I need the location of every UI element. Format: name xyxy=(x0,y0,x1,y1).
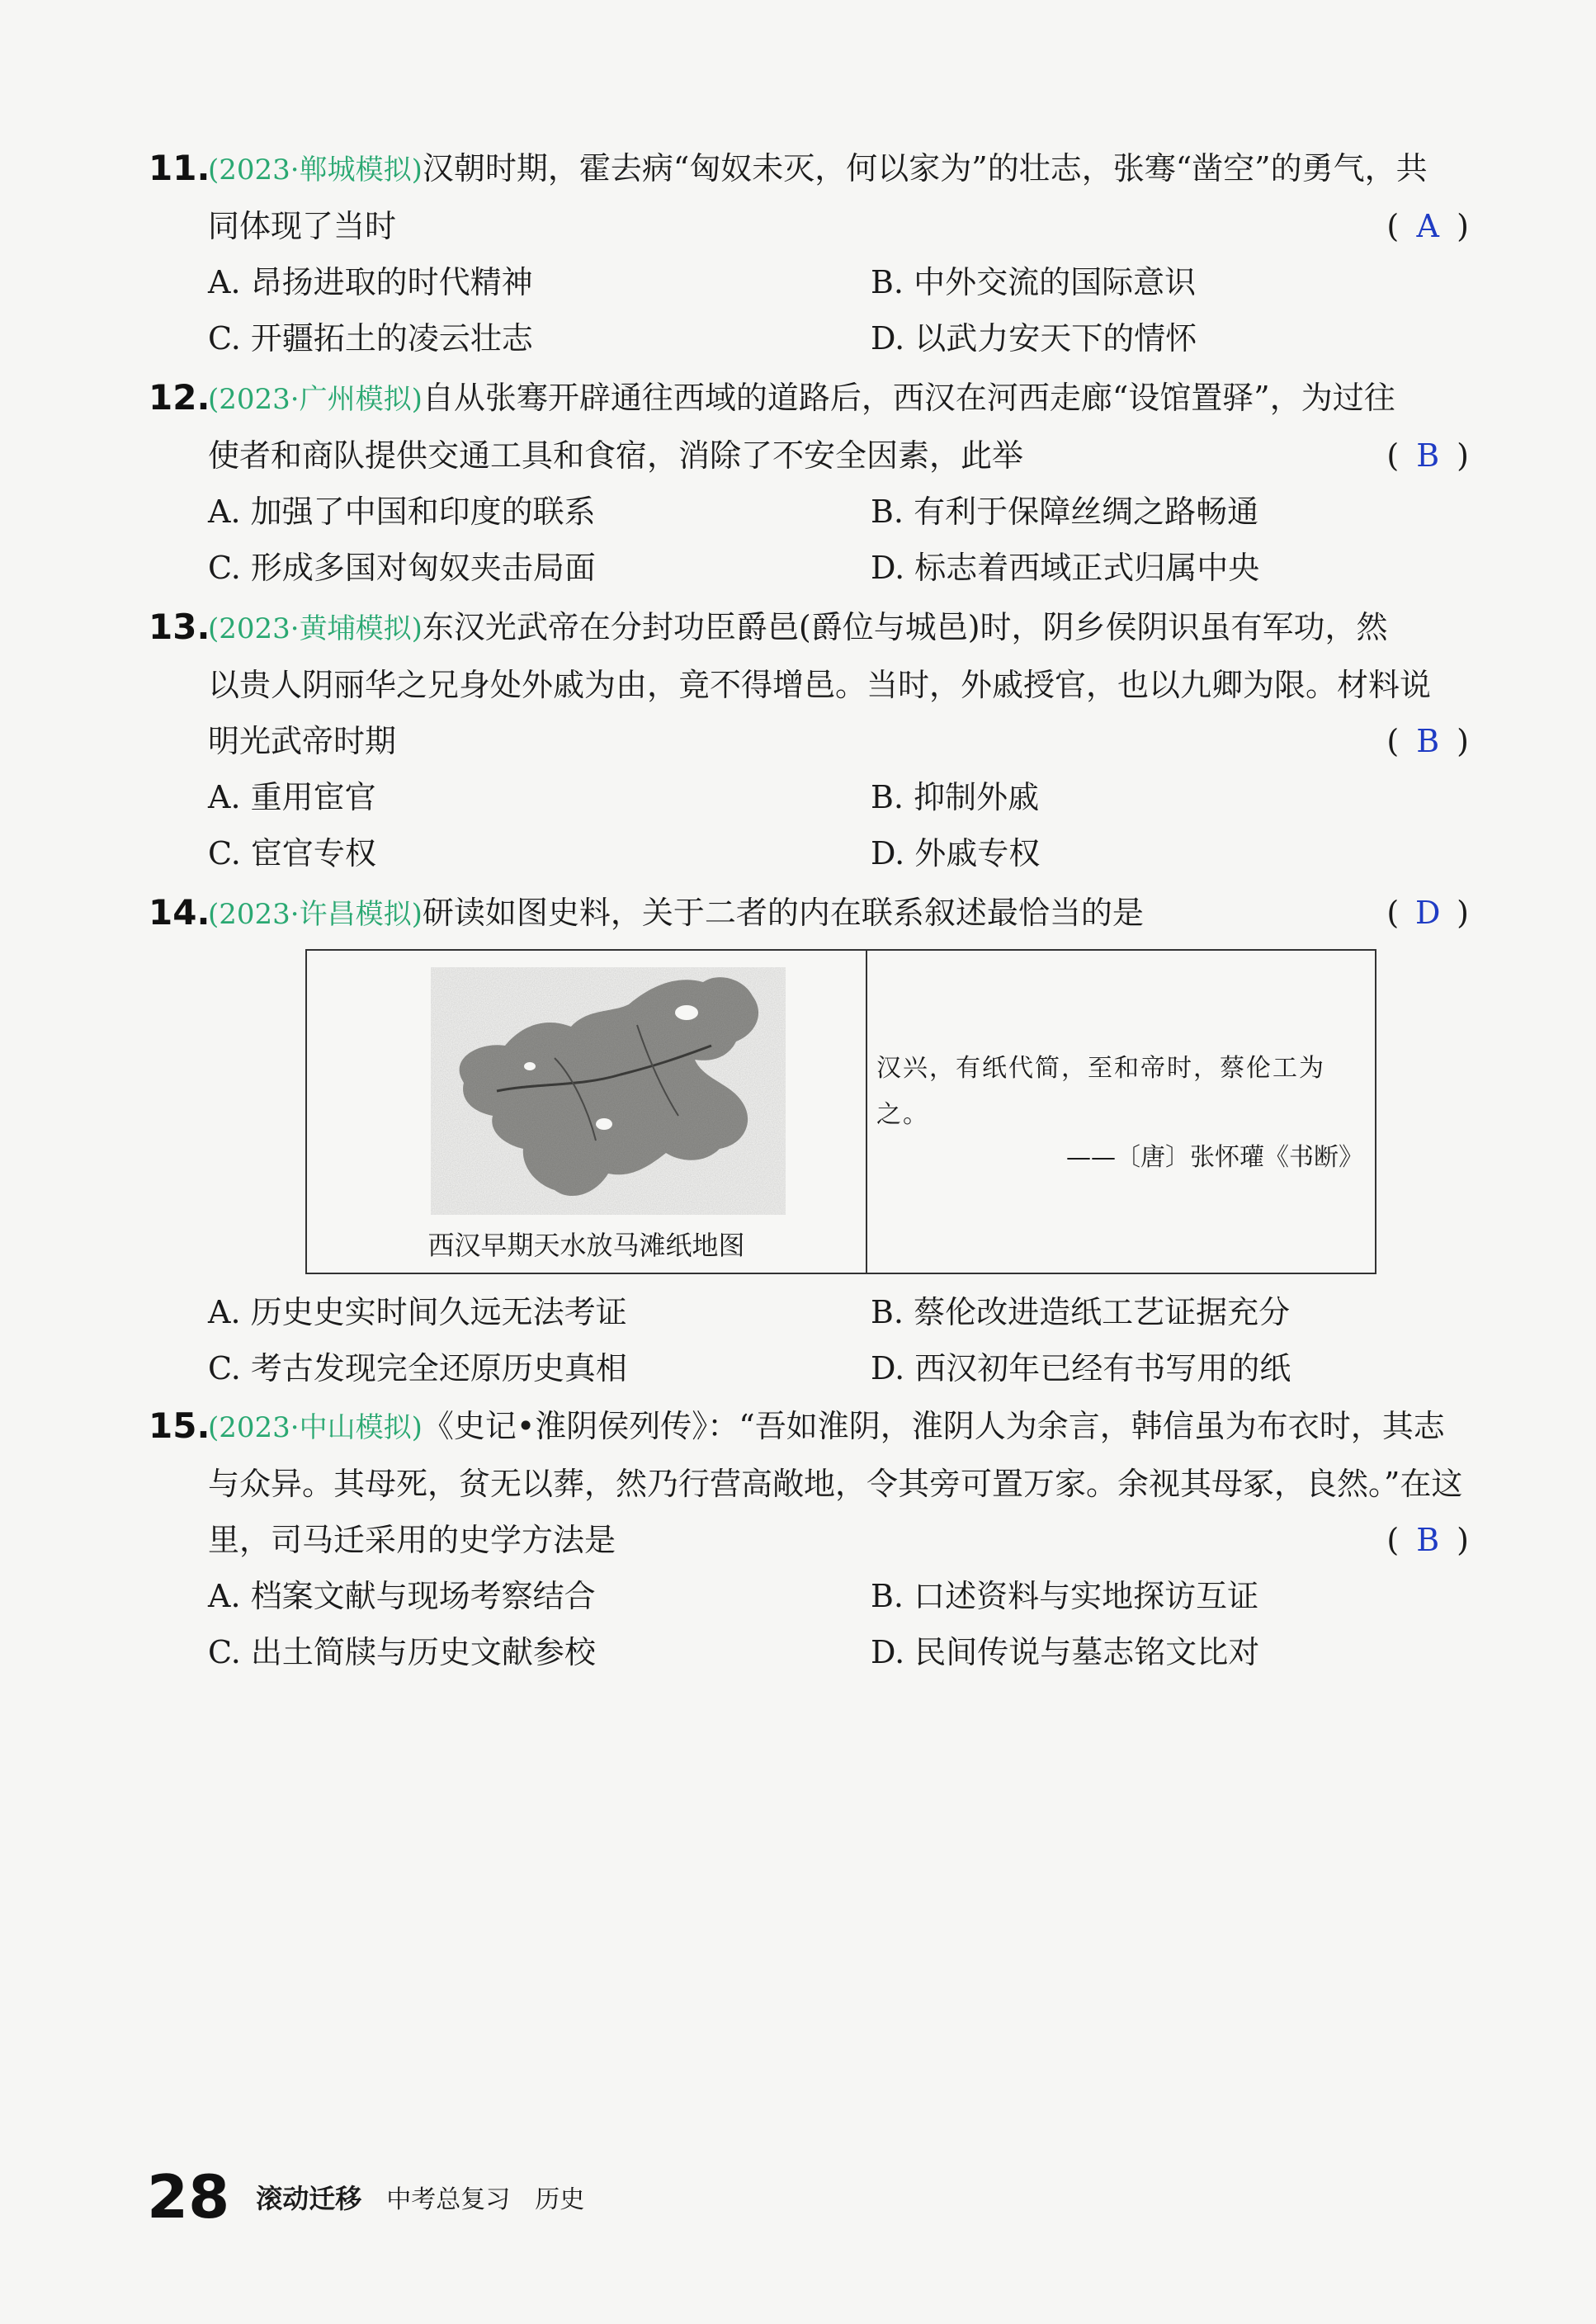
question-source: (2023·中山模拟) xyxy=(208,1411,423,1444)
source-figure xyxy=(305,949,1376,1274)
option-c[interactable]: C. 宦官专权 xyxy=(208,835,376,872)
paper-map-image xyxy=(431,967,786,1215)
question-13 xyxy=(149,599,1469,881)
question-stem: 以贵人阴丽华之兄身处外戚为由，竟不得增邑。当时，外戚授官，也以九卿为限。材料说 xyxy=(208,667,1432,703)
answer-bracket: ( B ) xyxy=(1386,1512,1469,1568)
question-stem: 汉朝时期，霍去病“匈奴未灭，何以家为”的壮志，张骞“凿空”的勇气，共 xyxy=(422,150,1428,187)
option-d[interactable]: D. 标志着西域正式归属中央 xyxy=(871,550,1260,586)
figure-divider xyxy=(866,951,867,1273)
question-number: 14. xyxy=(149,892,210,933)
question-source: (2023·黄埔模拟) xyxy=(208,612,423,645)
answer-value: A xyxy=(1416,208,1439,244)
question-14 xyxy=(149,885,1469,942)
answer-bracket: ( D ) xyxy=(1386,885,1469,941)
page-number: 28 xyxy=(147,2162,230,2232)
question-stem: 使者和商队提供交通工具和食宿，消除了不安全因素，此举 xyxy=(208,437,1024,474)
figure-caption: 西汉早期天水放马滩纸地图 xyxy=(427,1230,745,1261)
question-stem: 里，司马迁采用的史学方法是 xyxy=(208,1522,616,1558)
option-c[interactable]: C. 考古发现完全还原历史真相 xyxy=(208,1350,627,1386)
question-11 xyxy=(149,140,1469,366)
page-footer xyxy=(147,2162,584,2237)
option-b[interactable]: B. 有利于保障丝绸之路畅通 xyxy=(871,494,1259,530)
option-d[interactable]: D. 西汉初年已经有书写用的纸 xyxy=(871,1350,1291,1386)
question-number: 15. xyxy=(149,1405,210,1446)
question-15 xyxy=(149,1398,1469,1680)
question-stem: 研读如图史料，关于二者的内在联系叙述最恰当的是 xyxy=(422,895,1144,931)
option-a[interactable]: A. 历史史实时间久远无法考证 xyxy=(208,1294,627,1330)
option-d[interactable]: D. 民间传说与墓志铭文比对 xyxy=(871,1634,1260,1670)
option-d[interactable]: D. 外戚专权 xyxy=(871,835,1041,872)
option-b[interactable]: B. 中外交流的国际意识 xyxy=(871,264,1197,300)
option-c[interactable]: C. 开疆拓土的凌云壮志 xyxy=(208,320,533,357)
option-b[interactable]: B. 口述资料与实地探访互证 xyxy=(871,1578,1259,1614)
figure-quote: 汉兴，有纸代简，至和帝时，蔡伦工为之。 xyxy=(876,1054,1325,1129)
question-source: (2023·广州模拟) xyxy=(208,383,423,416)
answer-value: B xyxy=(1416,723,1440,759)
question-stem: 同体现了当时 xyxy=(208,208,397,244)
answer-bracket: ( B ) xyxy=(1386,427,1469,484)
question-stem: 自从张骞开辟通往西域的道路后，西汉在河西走廊“设馆置驿”，为过往 xyxy=(422,380,1395,416)
question-source: (2023·许昌模拟) xyxy=(208,898,423,931)
answer-value: D xyxy=(1414,895,1441,931)
question-stem: 明光武帝时期 xyxy=(208,723,397,759)
option-c[interactable]: C. 形成多国对匈奴夹击局面 xyxy=(208,550,596,586)
option-a[interactable]: A. 加强了中国和印度的联系 xyxy=(208,494,596,530)
question-number: 13. xyxy=(149,607,210,647)
series-brand: 滚动迁移 xyxy=(256,2183,362,2214)
question-14-options xyxy=(149,1284,1469,1396)
question-stem: 东汉光武帝在分封功臣爵邑(爵位与城邑)时，阴乡侯阴识虽有军功，然 xyxy=(422,609,1388,645)
answer-bracket: ( A ) xyxy=(1386,198,1469,254)
answer-bracket: ( B ) xyxy=(1386,713,1469,769)
answer-value: B xyxy=(1416,1522,1440,1558)
option-d[interactable]: D. 以武力安天下的情怀 xyxy=(871,320,1197,357)
option-a[interactable]: A. 昂扬进取的时代精神 xyxy=(208,264,533,300)
question-12 xyxy=(149,370,1469,596)
question-source: (2023·郸城模拟) xyxy=(208,154,423,187)
figure-citation: ——〔唐〕张怀瓘《书断》 xyxy=(1066,1143,1363,1172)
option-a[interactable]: A. 重用宦官 xyxy=(208,779,376,815)
question-number: 12. xyxy=(149,377,210,418)
answer-value: B xyxy=(1416,437,1440,474)
subject-label: 历史 xyxy=(535,2185,585,2214)
question-stem: 与众异。其母死，贫无以葬，然乃行营高敞地，令其旁可置万家。余视其母冢，良然。”在这 xyxy=(208,1466,1463,1502)
option-c[interactable]: C. 出土简牍与历史文献参校 xyxy=(208,1634,596,1670)
option-b[interactable]: B. 蔡伦改进造纸工艺证据充分 xyxy=(871,1294,1291,1330)
question-stem: 《史记•淮阴侯列传》：“吾如淮阴，淮阴人为余言，韩信虽为布衣时，其志 xyxy=(422,1408,1445,1444)
option-a[interactable]: A. 档案文献与现场考察结合 xyxy=(208,1578,596,1614)
option-b[interactable]: B. 抑制外戚 xyxy=(871,779,1040,815)
book-subtitle: 中考总复习 xyxy=(386,2185,511,2214)
question-number: 11. xyxy=(149,148,210,188)
